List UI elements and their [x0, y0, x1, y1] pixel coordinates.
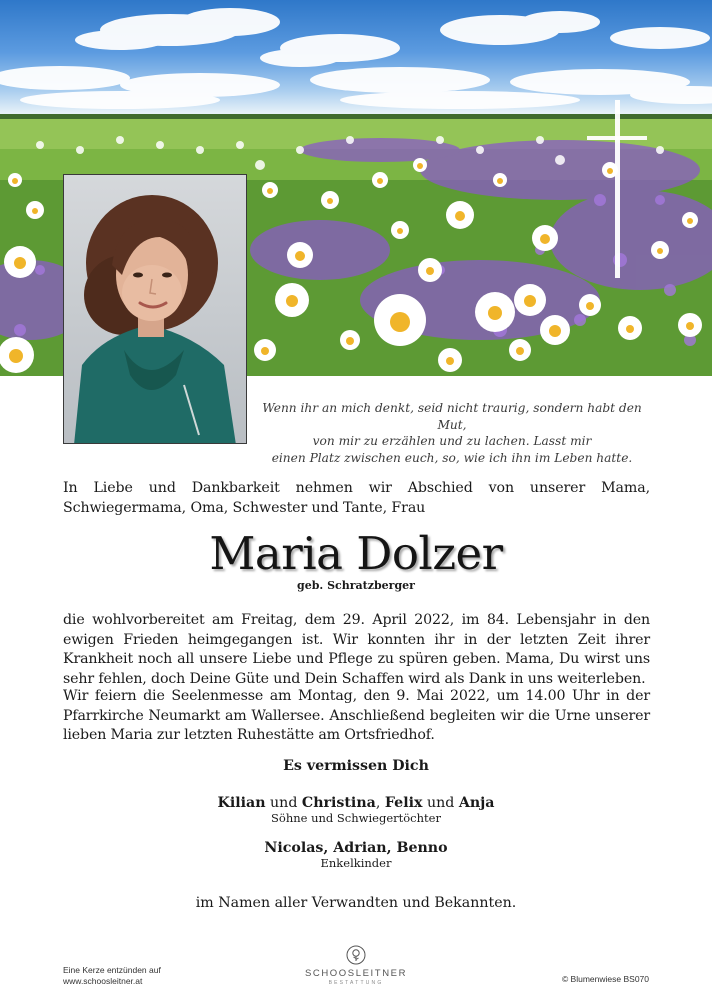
funeral-home-logo — [296, 945, 416, 987]
family-sons-role: Söhne und Schwiegertöchter — [271, 811, 441, 825]
clouds — [0, 8, 712, 109]
family-name-anja: Anja — [458, 795, 495, 811]
family-name-felix: Felix — [384, 795, 423, 811]
family-grandchildren-line: Nicolas, Adrian, Benno — [264, 840, 448, 856]
family-grandchildren-role: Enkelkinder — [320, 856, 392, 870]
birth-name: geb. Schratzberger — [297, 579, 415, 592]
closing-line: im Namen aller Verwandten und Bekannten. — [195, 895, 517, 911]
candle-website-link[interactable]: www.schoosleitner.at — [63, 976, 143, 986]
family-sons-line — [0, 794, 712, 812]
candle-text: Eine Kerze entzünden auf — [63, 965, 161, 975]
intro-text: In Liebe und Dankbarkeit nehmen wir Abschied von unserer Mama, Schwiegermama, Oma, Schwester und Tante, Frau — [63, 480, 650, 516]
brand-name: SCHOOSLEITNER — [304, 968, 408, 979]
quote-line-3: einen Platz zwischen euch, so, wie ich ihn im Leben hatte. — [271, 450, 633, 465]
image-copyright: © Blumenwiese BS070 — [561, 974, 649, 984]
memorial-quote — [256, 400, 648, 466]
brand-subtitle: BESTATTUNG — [328, 980, 384, 986]
family-connector: und — [265, 795, 302, 811]
candle-notice — [63, 965, 161, 987]
quote-line-2: von mir zu erzählen und zu lachen. Lasst mir — [312, 434, 592, 448]
family-name-kilian: Kilian — [217, 795, 266, 811]
portrait-photo — [63, 174, 247, 444]
rose-icon — [346, 945, 366, 965]
family-connector: und — [422, 795, 459, 811]
deceased-name: Maria Dolzer — [209, 527, 503, 580]
quote-line-1: Wenn ihr an mich denkt, seid nicht traurig, sondern habt den Mut, — [262, 401, 642, 432]
passing-paragraph: die wohlvorbereitet am Freitag, dem 29. April 2022, im 84. Lebensjahr in den ewigen Frieden heimgegangen ist. Wir konnten ihr in der letzten Zeit ihrer Krankheit noch all unsere Liebe und Pflege zu spüren geben. Mama, Du wirst uns sehr fehlen, doch Deine Güte und Dein Schaffen wird als Dank in uns weiterleben. — [63, 612, 650, 687]
mourners-heading: Es vermissen Dich — [283, 758, 429, 774]
service-paragraph: Wir feiern die Seelenmesse am Montag, den 9. Mai 2022, um 14.00 Uhr in der Pfarrkirche Neumarkt am Wallersee. Anschließend begleiten wir die Urne unserer lieben Maria zur letzten Ruhestätte am Ortsfriedhof. — [63, 688, 650, 743]
portrait-illustration — [64, 175, 247, 444]
family-connector: , — [375, 795, 385, 811]
family-name-christina: Christina — [301, 795, 376, 811]
